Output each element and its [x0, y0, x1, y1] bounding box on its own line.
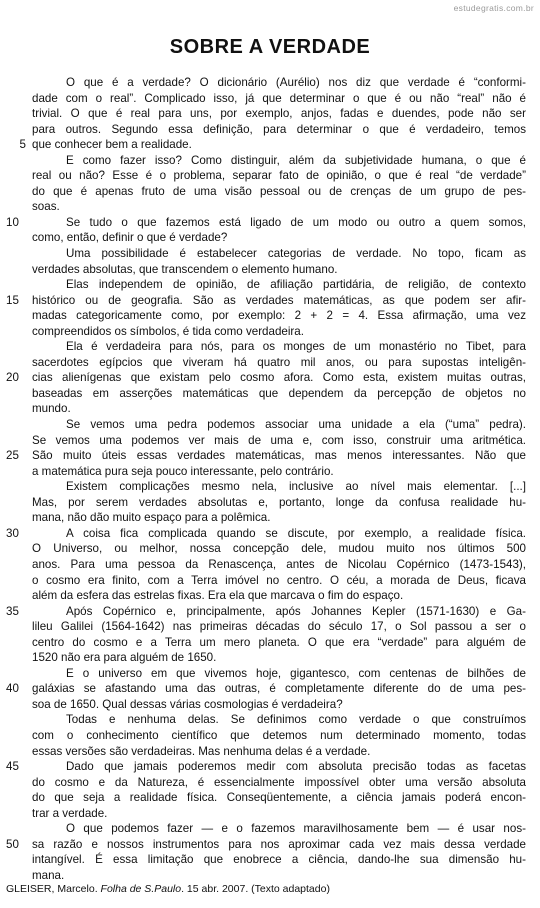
line-text: com o conhecimento científico que detemos num determinado momento, todas: [32, 728, 526, 742]
line-text: que conhecer bem a realidade.: [32, 138, 192, 152]
text-line: [32, 479, 526, 495]
text-line: [6, 759, 526, 775]
line-text: Se tudo o que fazemos está ligado de um modo ou outro a quem somos,: [66, 215, 526, 229]
line-text: do cosmo e da Natureza, é essencialmente impossível obter uma versão absoluta: [32, 775, 526, 789]
line-text: trar a verdade.: [32, 806, 108, 820]
line-text: real ou não? Esse é o problema, separar fato de opinião, o que é real “de verdade”: [32, 169, 526, 183]
line-text: O que é a verdade? O dicionário (Aurélio) nos diz que verdade é “conformi-: [66, 76, 526, 89]
source-publication: Folha de S.Paulo: [100, 883, 182, 895]
line-text: anos. Para uma pessoa da Renascença, antes de Nicolau Copérnico (1473-1543),: [32, 557, 526, 571]
text-line: [32, 697, 526, 713]
text-line: [19, 137, 526, 153]
line-text: soa de 1650. Qual dessas várias cosmologias é verdadeira?: [32, 697, 343, 711]
text-line: [32, 557, 526, 573]
line-text: essas versões são verdadeiras. Mas nenhuma delas é a verdade.: [32, 744, 371, 758]
line-text: Elas independem de opinião, de afiliação partidária, de religião, de contexto: [66, 278, 526, 292]
line-text: A coisa fica complicada quando se discute, por exemplo, a realidade física.: [66, 526, 526, 540]
text-line: [32, 339, 526, 355]
page-title: SOBRE A VERDADE: [169, 36, 371, 58]
text-line: [32, 106, 526, 122]
source-citation: [6, 883, 330, 895]
text-line: [32, 355, 526, 371]
line-text: sacerdotes egípcios que viveram há quatro mil anos, ou para supostas inteligên-: [32, 355, 526, 369]
line-number: 40: [6, 682, 19, 696]
text-line: [32, 619, 526, 635]
line-text: do que é apenas fruto de uma visão pessoal ou de crenças de um grupo de pes-: [32, 184, 526, 198]
text-line: [6, 293, 526, 309]
text-line: [32, 308, 526, 324]
text-line: [32, 541, 526, 557]
text-line: [32, 168, 526, 184]
line-number: 25: [6, 449, 19, 463]
text-line: [32, 433, 526, 449]
text-line: [6, 448, 526, 464]
line-text: Mas, por serem verdades absolutas e, portanto, longe da confusa realidade hu-: [32, 495, 526, 509]
line-text: como, então, definir o que é verdade?: [32, 231, 228, 245]
text-line: [32, 91, 526, 107]
line-text: madas categoricamente como, por exemplo: 2 + 2 = 4. Essa afirmação, uma vez: [32, 309, 526, 323]
line-number: 30: [6, 526, 19, 540]
text-line: [32, 868, 526, 884]
line-text: compreendidos os símbolos, é tida como verdadeira.: [32, 324, 304, 338]
line-text: centro do cosmo e a Terra um mero planeta. O que era “verdade” para alguém de: [32, 635, 526, 649]
text-line: [32, 650, 526, 666]
text-line: [32, 635, 526, 651]
article-body: [6, 75, 526, 883]
text-line: [6, 681, 526, 697]
line-text: verdades absolutas, que transcendem o elemento humano.: [32, 262, 338, 276]
line-text: 1520 não era para alguém de 1650.: [32, 651, 217, 665]
text-line: [32, 712, 526, 728]
text-line: [32, 153, 526, 169]
line-text: dade com o real”. Complicado isso, já que determinar o que é ou não “real” não é: [32, 91, 526, 105]
line-text: Todas e nenhuma delas. Se definimos como verdade o que construímos: [66, 713, 526, 727]
text-line: [32, 417, 526, 433]
line-text: baseadas em asserções matemáticas que dependem da percepção de objetos no: [32, 386, 526, 400]
text-line: [32, 775, 526, 791]
line-text: soas.: [32, 200, 60, 214]
line-text: E como fazer isso? Como distinguir, além da subjetividade humana, o que é: [66, 153, 526, 167]
text-line: [32, 122, 526, 138]
text-line: [6, 370, 526, 386]
source-details: . 15 abr. 2007. (Texto adaptado): [181, 883, 330, 895]
watermark: estudegratis.com.br: [453, 3, 534, 13]
text-line: [32, 262, 526, 278]
line-text: Dado que jamais poderemos medir com absoluta precisão todas as facetas: [66, 760, 526, 774]
line-text: sa razão e nossos instrumentos para nos aproximar cada vez mais dessa verdade: [32, 837, 526, 851]
text-line: [32, 230, 526, 246]
line-text: o cosmo era finito, com a Terra imóvel no centro. O céu, a morada de Deus, ficava: [32, 573, 526, 587]
text-line: [32, 666, 526, 682]
text-line: [6, 215, 526, 231]
text-line: [32, 199, 526, 215]
line-text: trivial. O que é real para uns, por exemplo, anjos, fadas e duendes, pode não ser: [32, 107, 526, 121]
text-line: [32, 744, 526, 760]
text-line: [32, 75, 526, 91]
text-line: [32, 573, 526, 589]
line-text: O que podemos fazer — e o fazemos maravilhosamente bem — é usar nos-: [66, 822, 526, 836]
text-line: [32, 401, 526, 417]
line-text: Uma possibilidade é estabelecer categorias de verdade. No topo, ficam as: [66, 247, 526, 261]
text-line: [32, 495, 526, 511]
text-line: [32, 728, 526, 744]
line-text: para outros. Segundo essa definição, para determinar o que é verdadeiro, temos: [32, 122, 526, 136]
line-text: São muito úteis essas verdades matemáticas, mas menos interessantes. Não que: [32, 449, 526, 463]
line-text: Se vemos uma pedra podemos associar uma unidade a ela (“uma” pedra).: [66, 418, 526, 432]
line-text: Ela é verdadeira para nós, para os monges de um monastério no Tibet, para: [66, 340, 526, 354]
text-line: [6, 526, 526, 542]
line-text: Após Copérnico e, principalmente, após Johannes Kepler (1571-1630) e Ga-: [66, 604, 526, 618]
line-text: galáxias se afastando uma das outras, é completamente diferente do de uma pes-: [32, 682, 526, 696]
text-line: [32, 324, 526, 340]
text-line: [6, 604, 526, 620]
line-number: 5: [19, 138, 26, 152]
line-text: E o universo em que vivemos hoje, gigantesco, com centenas de bilhões de: [66, 666, 526, 680]
text-line: [32, 246, 526, 262]
line-number: 10: [6, 215, 19, 229]
text-line: [32, 852, 526, 868]
text-line: [32, 464, 526, 480]
line-text: mana.: [32, 868, 65, 882]
line-text: mana, não dão muito espaço para a polêmica.: [32, 511, 271, 525]
text-line: [32, 386, 526, 402]
line-text: do que seja a realidade física. Conseqüentemente, a ciência jamais poderá encon-: [32, 791, 526, 805]
line-number: 50: [6, 837, 19, 851]
line-text: histórico ou de geografia. São as verdades matemáticas, as que podem ser afir-: [32, 293, 526, 307]
line-text: lileu Galilei (1564-1642) nas primeiras décadas do século 17, o Sol passou a ser o: [32, 620, 526, 634]
line-number: 15: [6, 293, 19, 307]
line-text: Se vemos uma podemos ver mais de uma e, com isso, construir uma aritmética.: [32, 433, 526, 447]
line-text: mundo.: [32, 402, 71, 416]
text-line: [32, 277, 526, 293]
line-text: a matemática pura seja pouco interessante, pelo contrário.: [32, 464, 334, 478]
line-text: Existem complicações mesmo nela, inclusive ao nível mais elementar. [...]: [66, 480, 526, 494]
line-number: 45: [6, 760, 19, 774]
source-author: GLEISER, Marcelo.: [6, 883, 101, 895]
line-text: intangível. É essa limitação que enobrece a ciência, dando-lhe sua dimensão hu-: [32, 853, 526, 867]
text-line: [32, 790, 526, 806]
line-text: O Universo, ou melhor, nossa concepção dele, mudou muito nos últimos 500: [32, 542, 526, 556]
line-number: 20: [6, 371, 19, 385]
text-line: [6, 837, 526, 853]
text-line: [32, 510, 526, 526]
text-line: [32, 588, 526, 604]
line-number: 35: [6, 604, 19, 618]
text-line: [32, 821, 526, 837]
text-line: [32, 806, 526, 822]
text-line: [32, 184, 526, 200]
line-text: cias alienígenas que existam pelo cosmo afora. Como esta, existem muitas outras,: [32, 371, 526, 385]
line-text: além da esfera das estrelas fixas. Era ela que marcava o fim do espaço.: [32, 589, 404, 603]
